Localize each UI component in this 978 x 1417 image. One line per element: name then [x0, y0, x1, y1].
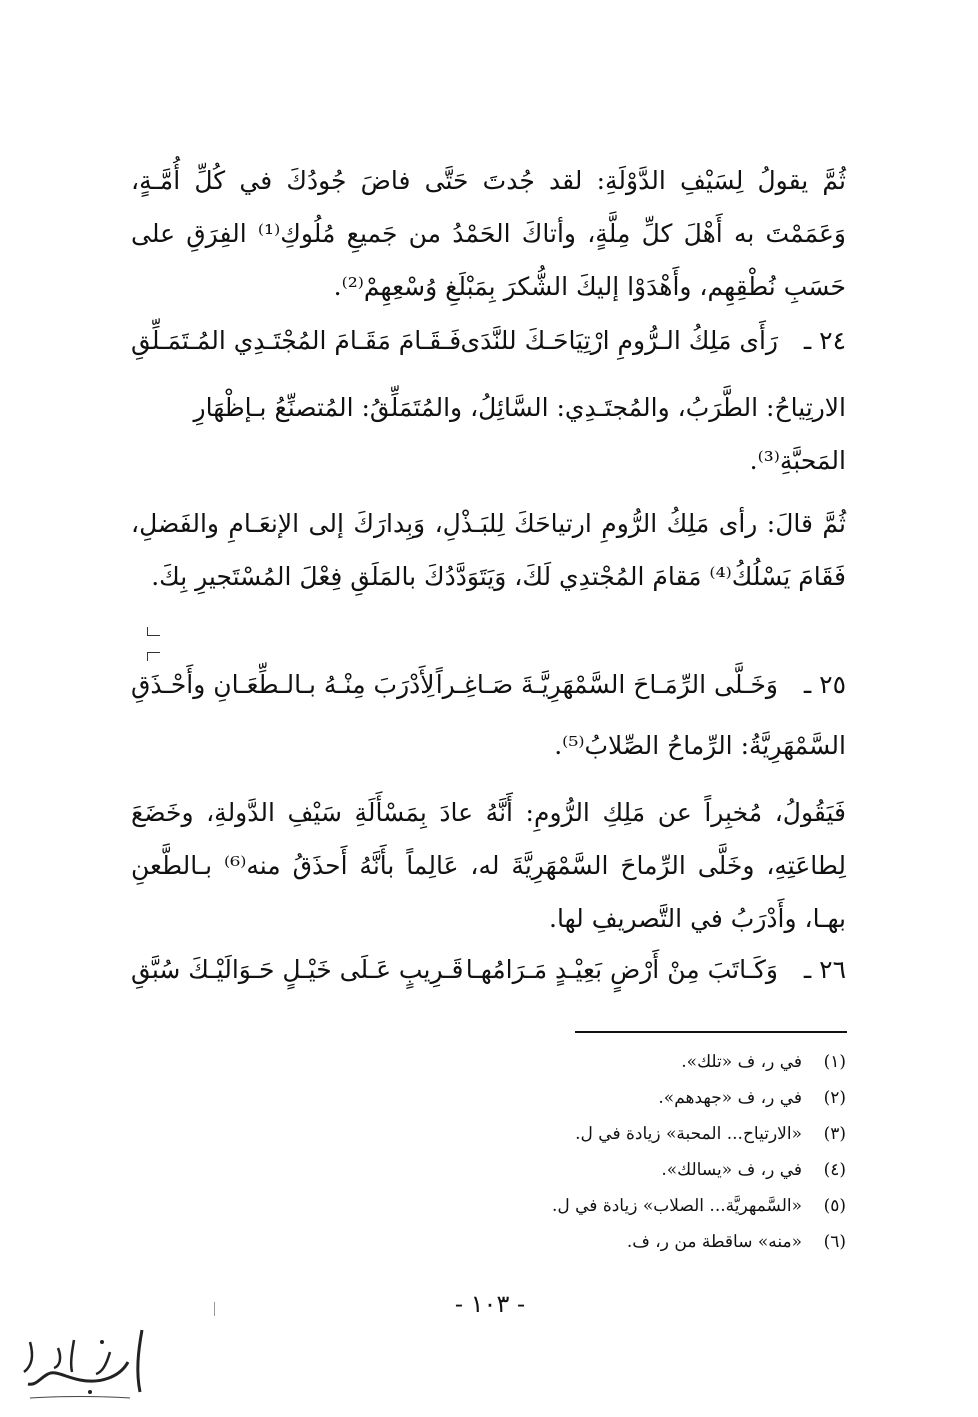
footnote-text: «السَّمهريَّة... الصلاب» زيادة في ل. — [551, 1196, 802, 1216]
verse-number: ٢٦ ـ — [803, 955, 846, 984]
footnote-text: في ر، ف «جهدهم». — [658, 1088, 802, 1108]
verse-second-hemistich: قَـرِيبٍ عَـلَى خَيْـلٍ حَـوَالَيْـكَ سُبَّقِ — [131, 955, 464, 984]
verse-number: ٢٥ ـ — [803, 670, 846, 699]
commentary-paragraph-2: ثُمَّ قالَ: رأى مَلِكُ الرُّومِ ارتياحَكَ لِلبَـذْلِ، وَبِدارَكَ إلى الإنعَـامِ والفَضلِ، فَقَامَ يَسْلُكُ⁽⁴⁾ مَقامَ المُجْتدِي لَكَ، وَيَتَوَدَّدُكَ بالمَلَقِ فِعْلَ المُسْتَجيرِ بِكَ. — [131, 509, 846, 591]
verse-first-hemistich: رَأَى مَلِكُ الـرُّومِ ارْتِيَاحَـكَ للنَّدَى — [460, 326, 778, 355]
glossary-paragraph-1: الارتِياحُ: الطَّرَبُ، والمُجتَـدِي: السَّائِلُ، والمُتَمَلِّقُ: المُتصنِّعُ بـإظْهَارِ المَحبَّةِ⁽³⁾. — [193, 393, 846, 475]
footnote-number: (٣) — [823, 1124, 846, 1144]
footnote-number: (١) — [823, 1052, 846, 1072]
footnote-number: (٢) — [823, 1088, 846, 1108]
footnote-number: (٦) — [823, 1232, 846, 1252]
verse-first-hemistich: وَخَـلَّى الرِّمَـاحَ السَّمْهَرِيَّـةَ صَـاغِـراً — [435, 670, 778, 699]
page-number: - ١٠٣ - — [454, 1290, 526, 1318]
footnote — [131, 1152, 846, 1188]
footnote-number: (٥) — [823, 1196, 846, 1216]
footnote-separator — [575, 1031, 847, 1033]
footnote — [131, 1044, 846, 1080]
footnote — [131, 1080, 846, 1116]
footnote — [131, 1224, 846, 1260]
footnote-text: «الارتياح... المحبة» زيادة في ل. — [575, 1124, 802, 1144]
footnote-text: «منه» ساقطة من ر، ف. — [626, 1232, 802, 1252]
verse-26 — [131, 955, 846, 995]
footnote — [131, 1188, 846, 1224]
scan-mark — [214, 1302, 215, 1316]
calligraphy-logo-icon — [10, 1322, 150, 1407]
footnote-text: في ر، ف «تلك». — [681, 1052, 802, 1072]
commentary-paragraph-3: فَيَقُولُ، مُخبِراً عن مَلِكِ الرُّومِ: أَنَّهُ عادَ بِمَسْأَلَةِ سَيْفِ الدَّولةِ، وخَضَعَ لِطاعَتِهِ، وخَلَّى الرِّماحَ السَّمْهَرِيَّةَ له، عَالِماً بأَنَّهُ أَحذَقُ منه⁽⁶⁾ بـالطَّعنِ بهـا، وأَدْرَبُ في التَّصريفِ لها. — [131, 798, 846, 933]
verse-second-hemistich: فَـقَـامَ مَقَـامَ المُجْتَـدِي المُـتَمَـلِّقِ — [131, 326, 462, 355]
footnotes — [131, 1044, 846, 1260]
verse-number: ٢٤ ـ — [803, 326, 846, 355]
footnote — [131, 1116, 846, 1152]
verse-second-hemistich: لِأَدْرَبَ مِنْـهُ بـالـطِّعَـانِ وأَحْـذَقِ — [131, 670, 435, 699]
glossary-paragraph-2: السَّمْهَرِيَّةُ: الرِّماحُ الصِّلابُ⁽⁵⁾. — [554, 731, 846, 760]
verse-25 — [131, 670, 846, 710]
verse-24 — [131, 326, 846, 366]
footnote-number: (٤) — [823, 1160, 846, 1180]
margin-bracket-mark — [147, 627, 160, 636]
footnote-text: في ر، ف «يسالك». — [661, 1160, 802, 1180]
commentary-paragraph-1: ثُمَّ يقولُ لِسَيْفِ الدَّوْلَةِ: لقد جُدتَ حَتَّى فاضَ جُودُكَ في كُلِّ أُمَّـةٍ، وَعَمَمْتَ به أَهْلَ كلِّ مِلَّةٍ، وأتاكَ الحَمْدُ من جَميعِ مُلُوكِ⁽¹⁾ الفِرَقِ على حَسَبِ نُطْقِهِم، وأَهْدَوْا إليكَ الشُّكرَ بِمَبْلَغِ وُسْعِهِمْ⁽²⁾. — [131, 166, 846, 301]
margin-bracket-mark — [147, 652, 160, 661]
verse-first-hemistich: وَكَـاتَبَ مِنْ أَرْضٍ بَعِيْـدٍ مَـرَامُهـا — [465, 955, 778, 984]
